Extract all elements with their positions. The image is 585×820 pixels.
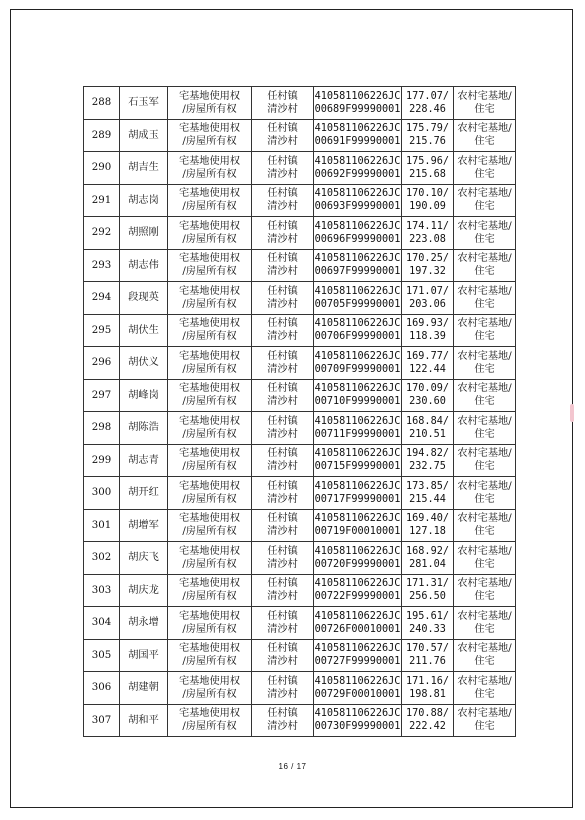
land-usage-cell: 农村宅基地/ 住宅 [454, 119, 516, 152]
location-cell: 任村镇 清沙村 [252, 217, 314, 250]
land-usage-cell: 农村宅基地/ 住宅 [454, 87, 516, 120]
right-type-cell: 宅基地使用权 /房屋所有权 [168, 704, 252, 737]
owner-name-cell: 胡成玉 [120, 119, 168, 152]
land-usage-cell: 农村宅基地/ 住宅 [454, 249, 516, 282]
area-cell: 169.93/ 118.39 [402, 314, 454, 347]
land-usage-cell: 农村宅基地/ 住宅 [454, 217, 516, 250]
parcel-code-cell: 410581106226JC 00697F99990001 [314, 249, 402, 282]
land-usage-cell: 农村宅基地/ 住宅 [454, 152, 516, 185]
parcel-code-cell: 410581106226JC 00720F99990001 [314, 542, 402, 575]
parcel-code-cell: 410581106226JC 00715F99990001 [314, 444, 402, 477]
table-row [84, 282, 516, 315]
row-index-cell: 306 [84, 672, 120, 705]
land-usage-cell: 农村宅基地/ 住宅 [454, 412, 516, 445]
parcel-code-cell: 410581106226JC 00696F99990001 [314, 217, 402, 250]
land-usage-cell: 农村宅基地/ 住宅 [454, 282, 516, 315]
parcel-code-cell: 410581106226JC 00709F99990001 [314, 347, 402, 380]
land-usage-cell: 农村宅基地/ 住宅 [454, 184, 516, 217]
area-cell: 175.96/ 215.68 [402, 152, 454, 185]
location-cell: 任村镇 清沙村 [252, 672, 314, 705]
table-row [84, 412, 516, 445]
owner-name-cell: 胡庆龙 [120, 574, 168, 607]
right-type-cell: 宅基地使用权 /房屋所有权 [168, 379, 252, 412]
area-cell: 171.31/ 256.50 [402, 574, 454, 607]
parcel-code-cell: 410581106226JC 00689F99990001 [314, 87, 402, 120]
row-index-cell: 299 [84, 444, 120, 477]
area-cell: 194.82/ 232.75 [402, 444, 454, 477]
owner-name-cell: 胡志青 [120, 444, 168, 477]
right-type-cell: 宅基地使用权 /房屋所有权 [168, 347, 252, 380]
row-index-cell: 301 [84, 509, 120, 542]
owner-name-cell: 胡建朝 [120, 672, 168, 705]
page-number: 16 / 17 [278, 762, 307, 771]
land-usage-cell: 农村宅基地/ 住宅 [454, 314, 516, 347]
table-row [84, 347, 516, 380]
right-type-cell: 宅基地使用权 /房屋所有权 [168, 152, 252, 185]
table-row [84, 314, 516, 347]
table-row [84, 184, 516, 217]
right-type-cell: 宅基地使用权 /房屋所有权 [168, 477, 252, 510]
row-index-cell: 294 [84, 282, 120, 315]
table-row [84, 542, 516, 575]
right-type-cell: 宅基地使用权 /房屋所有权 [168, 542, 252, 575]
location-cell: 任村镇 清沙村 [252, 152, 314, 185]
scan-mark [570, 404, 574, 422]
right-type-cell: 宅基地使用权 /房屋所有权 [168, 314, 252, 347]
table-row [84, 119, 516, 152]
table-row [84, 87, 516, 120]
right-type-cell: 宅基地使用权 /房屋所有权 [168, 574, 252, 607]
right-type-cell: 宅基地使用权 /房屋所有权 [168, 217, 252, 250]
table-row [84, 477, 516, 510]
area-cell: 171.16/ 198.81 [402, 672, 454, 705]
location-cell: 任村镇 清沙村 [252, 542, 314, 575]
area-cell: 171.07/ 203.06 [402, 282, 454, 315]
location-cell: 任村镇 清沙村 [252, 184, 314, 217]
parcel-code-cell: 410581106226JC 00691F99990001 [314, 119, 402, 152]
row-index-cell: 295 [84, 314, 120, 347]
owner-name-cell: 胡伏义 [120, 347, 168, 380]
row-index-cell: 293 [84, 249, 120, 282]
area-cell: 173.85/ 215.44 [402, 477, 454, 510]
owner-name-cell: 胡永增 [120, 607, 168, 640]
land-usage-cell: 农村宅基地/ 住宅 [454, 607, 516, 640]
right-type-cell: 宅基地使用权 /房屋所有权 [168, 119, 252, 152]
parcel-code-cell: 410581106226JC 00722F99990001 [314, 574, 402, 607]
table-row [84, 672, 516, 705]
row-index-cell: 303 [84, 574, 120, 607]
parcel-code-cell: 410581106226JC 00711F99990001 [314, 412, 402, 445]
table-row [84, 152, 516, 185]
right-type-cell: 宅基地使用权 /房屋所有权 [168, 282, 252, 315]
parcel-code-cell: 410581106226JC 00727F99990001 [314, 639, 402, 672]
owner-name-cell: 胡峰岗 [120, 379, 168, 412]
owner-name-cell: 胡开红 [120, 477, 168, 510]
right-type-cell: 宅基地使用权 /房屋所有权 [168, 412, 252, 445]
location-cell: 任村镇 清沙村 [252, 119, 314, 152]
owner-name-cell: 胡志伟 [120, 249, 168, 282]
row-index-cell: 290 [84, 152, 120, 185]
location-cell: 任村镇 清沙村 [252, 574, 314, 607]
area-cell: 170.10/ 190.09 [402, 184, 454, 217]
owner-name-cell: 胡和平 [120, 704, 168, 737]
row-index-cell: 305 [84, 639, 120, 672]
row-index-cell: 291 [84, 184, 120, 217]
location-cell: 任村镇 清沙村 [252, 412, 314, 445]
parcel-code-cell: 410581106226JC 00710F99990001 [314, 379, 402, 412]
area-cell: 170.09/ 230.60 [402, 379, 454, 412]
area-cell: 170.57/ 211.76 [402, 639, 454, 672]
area-cell: 177.07/ 228.46 [402, 87, 454, 120]
location-cell: 任村镇 清沙村 [252, 87, 314, 120]
area-cell: 168.84/ 210.51 [402, 412, 454, 445]
parcel-code-cell: 410581106226JC 00706F99990001 [314, 314, 402, 347]
table-row [84, 249, 516, 282]
table-row [84, 607, 516, 640]
owner-name-cell: 段现英 [120, 282, 168, 315]
owner-name-cell: 胡庆飞 [120, 542, 168, 575]
owner-name-cell: 胡志岗 [120, 184, 168, 217]
owner-name-cell: 石玉军 [120, 87, 168, 120]
table-row [84, 379, 516, 412]
table-row [84, 217, 516, 250]
area-cell: 174.11/ 223.08 [402, 217, 454, 250]
row-index-cell: 302 [84, 542, 120, 575]
owner-name-cell: 胡伏生 [120, 314, 168, 347]
area-cell: 169.40/ 127.18 [402, 509, 454, 542]
location-cell: 任村镇 清沙村 [252, 314, 314, 347]
area-cell: 168.92/ 281.04 [402, 542, 454, 575]
row-index-cell: 304 [84, 607, 120, 640]
right-type-cell: 宅基地使用权 /房屋所有权 [168, 509, 252, 542]
location-cell: 任村镇 清沙村 [252, 282, 314, 315]
location-cell: 任村镇 清沙村 [252, 379, 314, 412]
location-cell: 任村镇 清沙村 [252, 639, 314, 672]
land-usage-cell: 农村宅基地/ 住宅 [454, 444, 516, 477]
right-type-cell: 宅基地使用权 /房屋所有权 [168, 249, 252, 282]
parcel-code-cell: 410581106226JC 00705F99990001 [314, 282, 402, 315]
row-index-cell: 292 [84, 217, 120, 250]
row-index-cell: 296 [84, 347, 120, 380]
area-cell: 170.25/ 197.32 [402, 249, 454, 282]
row-index-cell: 307 [84, 704, 120, 737]
table-row [84, 509, 516, 542]
land-usage-cell: 农村宅基地/ 住宅 [454, 639, 516, 672]
land-usage-cell: 农村宅基地/ 住宅 [454, 704, 516, 737]
location-cell: 任村镇 清沙村 [252, 704, 314, 737]
parcel-code-cell: 410581106226JC 00726F00010001 [314, 607, 402, 640]
row-index-cell: 297 [84, 379, 120, 412]
land-usage-cell: 农村宅基地/ 住宅 [454, 509, 516, 542]
right-type-cell: 宅基地使用权 /房屋所有权 [168, 639, 252, 672]
registry-table-body [84, 87, 516, 737]
area-cell: 169.77/ 122.44 [402, 347, 454, 380]
land-usage-cell: 农村宅基地/ 住宅 [454, 672, 516, 705]
location-cell: 任村镇 清沙村 [252, 509, 314, 542]
owner-name-cell: 胡照刚 [120, 217, 168, 250]
table-row [84, 704, 516, 737]
area-cell: 175.79/ 215.76 [402, 119, 454, 152]
area-cell: 195.61/ 240.33 [402, 607, 454, 640]
owner-name-cell: 胡陈浩 [120, 412, 168, 445]
land-usage-cell: 农村宅基地/ 住宅 [454, 574, 516, 607]
right-type-cell: 宅基地使用权 /房屋所有权 [168, 607, 252, 640]
row-index-cell: 298 [84, 412, 120, 445]
row-index-cell: 289 [84, 119, 120, 152]
parcel-code-cell: 410581106226JC 00730F99990001 [314, 704, 402, 737]
location-cell: 任村镇 清沙村 [252, 347, 314, 380]
right-type-cell: 宅基地使用权 /房屋所有权 [168, 87, 252, 120]
table-row [84, 639, 516, 672]
location-cell: 任村镇 清沙村 [252, 607, 314, 640]
land-usage-cell: 农村宅基地/ 住宅 [454, 379, 516, 412]
location-cell: 任村镇 清沙村 [252, 477, 314, 510]
owner-name-cell: 胡增军 [120, 509, 168, 542]
parcel-code-cell: 410581106226JC 00692F99990001 [314, 152, 402, 185]
registry-table [83, 86, 516, 737]
owner-name-cell: 胡吉生 [120, 152, 168, 185]
right-type-cell: 宅基地使用权 /房屋所有权 [168, 184, 252, 217]
land-usage-cell: 农村宅基地/ 住宅 [454, 542, 516, 575]
table-row [84, 574, 516, 607]
table-row [84, 444, 516, 477]
right-type-cell: 宅基地使用权 /房屋所有权 [168, 672, 252, 705]
owner-name-cell: 胡国平 [120, 639, 168, 672]
location-cell: 任村镇 清沙村 [252, 249, 314, 282]
parcel-code-cell: 410581106226JC 00717F99990001 [314, 477, 402, 510]
area-cell: 170.88/ 222.42 [402, 704, 454, 737]
land-usage-cell: 农村宅基地/ 住宅 [454, 347, 516, 380]
row-index-cell: 288 [84, 87, 120, 120]
parcel-code-cell: 410581106226JC 00719F00010001 [314, 509, 402, 542]
parcel-code-cell: 410581106226JC 00729F00010001 [314, 672, 402, 705]
row-index-cell: 300 [84, 477, 120, 510]
location-cell: 任村镇 清沙村 [252, 444, 314, 477]
land-usage-cell: 农村宅基地/ 住宅 [454, 477, 516, 510]
right-type-cell: 宅基地使用权 /房屋所有权 [168, 444, 252, 477]
parcel-code-cell: 410581106226JC 00693F99990001 [314, 184, 402, 217]
